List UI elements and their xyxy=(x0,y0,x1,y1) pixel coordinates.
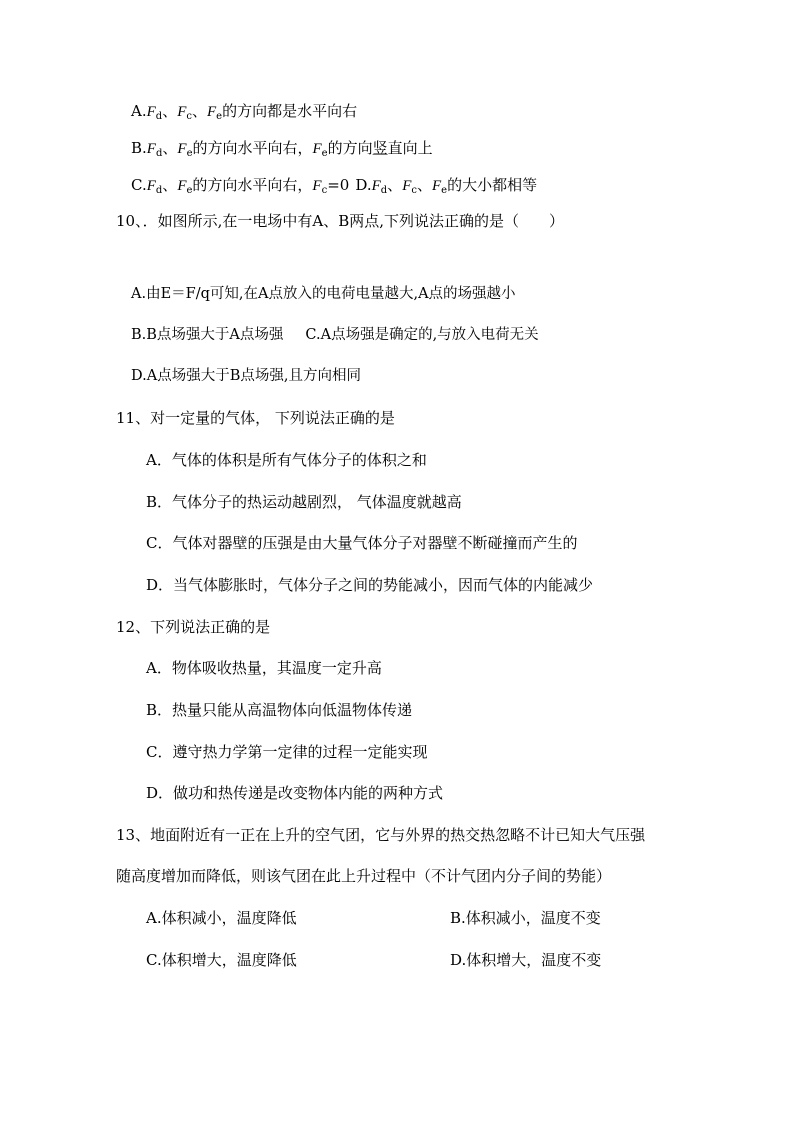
q10-option-b-and-c xyxy=(131,325,539,345)
q12-option-c: C．遵守热力学第一定律的过程一定能实现 xyxy=(146,743,428,761)
q12-option-a: A．物体吸收热量，其温度一定升高 xyxy=(146,659,382,677)
q11-option-b: B．气体分子的热运动越剧烈， 气体温度就越高 xyxy=(146,493,462,511)
q11-option-d: D．当气体膨胀时，气体分子之间的势能减小，因而气体的内能减少 xyxy=(146,576,594,594)
q12-option-b: B．热量只能从高温物体向低温物体传递 xyxy=(146,701,413,719)
q9-option-a: $A.F_d$、$F_c$、$F_e$的方向都是水平向右 xyxy=(131,102,358,122)
q11-option-a: A．气体的体积是所有气体分子的体积之和 xyxy=(146,451,427,469)
q13-stem-line-1: 13、地面附近有一正在上升的空气团，它与外界的热交热忽略不计已知大气压强 xyxy=(116,826,646,844)
q10-option-b: B.B点场强大于A点场强 xyxy=(131,327,284,343)
q9-option-c-and-d: $C.F_d$、$F_e$的方向水平向右，$F_c=0$ $D.F_d$、$F_c$、$F_e$的大小都相等 xyxy=(131,176,538,196)
q9-option-b: $B.F_d$、$F_e$的方向水平向右，$F_e$的方向竖直向上 xyxy=(131,139,433,159)
q13-option-c: C.体积增大，温度降低 xyxy=(146,951,297,969)
q13-option-b: B.体积减小，温度不变 xyxy=(450,909,601,927)
q12-option-d: D．做功和热传递是改变物体内能的两种方式 xyxy=(146,784,444,802)
q12-stem: 12、下列说法正确的是 xyxy=(116,618,271,636)
q13-option-d: D.体积增大，温度不变 xyxy=(450,951,602,969)
q10-option-d: D.A点场强大于B点场强,且方向相同 xyxy=(131,368,361,384)
q10-stem: 10、．如图所示,在一电场中有A、B两点,下列说法正确的是（ ） xyxy=(116,212,564,230)
q10-option-a: A.由E＝F/q可知,在A点放入的电荷电量越大,A点的场强越小 xyxy=(131,286,516,302)
q13-option-a: A.体积减小，温度降低 xyxy=(146,909,297,927)
q11-option-c: C．气体对器壁的压强是由大量气体分子对器壁不断碰撞而产生的 xyxy=(146,534,578,552)
q11-stem: 11、对一定量的气体， 下列说法正确的是 xyxy=(116,409,395,427)
q10-option-c: C.A点场强是确定的,与放入电荷无关 xyxy=(305,327,539,343)
q13-stem-line-2: 随高度增加而降低，则该气团在此上升过程中（不计气团内分子间的势能） xyxy=(116,867,612,885)
